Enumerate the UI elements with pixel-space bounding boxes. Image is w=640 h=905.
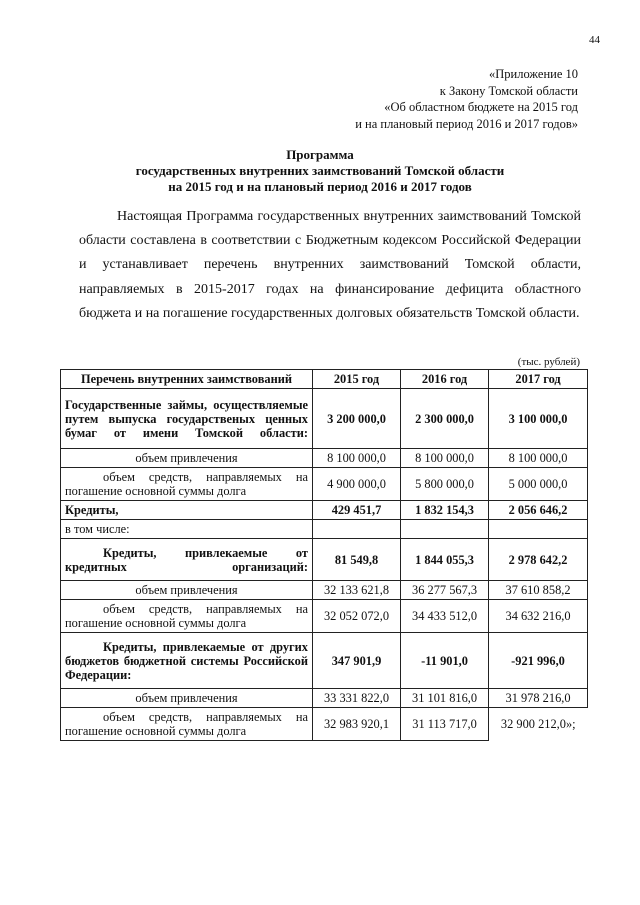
table-row [61, 520, 588, 539]
units-note: (тыс. рублей) [517, 356, 580, 368]
value-2016: -11 901,0 [401, 633, 489, 689]
value-2017: 34 632 216,0 [489, 600, 588, 633]
title-line: государственных внутренних заимствований Томской области [135, 163, 505, 178]
appendix-reference [355, 66, 578, 132]
table-row [61, 600, 588, 633]
row-label: объем привлечения [61, 581, 313, 600]
title-line: Программа [286, 147, 354, 162]
value-2015: 32 133 621,8 [313, 581, 401, 600]
value-2015: 32 983 920,1 [313, 708, 401, 741]
row-label: Государственные займы, осуществляемые путем выпуска государственых ценных бумаг от имени Томской области: [61, 389, 313, 449]
value-2017: 37 610 858,2 [489, 581, 588, 600]
document-title [0, 147, 640, 195]
value-2017: 3 100 000,0 [489, 389, 588, 449]
page-number: 44 [589, 34, 600, 46]
value-2016: 5 800 000,0 [401, 468, 489, 501]
value-2016: 8 100 000,0 [401, 449, 489, 468]
row-label: Кредиты, привлекаемые от кредитных организаций: [61, 539, 313, 581]
table-row [61, 501, 588, 520]
table-header-row [61, 370, 588, 389]
appendix-line: к Закону Томской области [439, 83, 578, 98]
value-2017: 5 000 000,0 [489, 468, 588, 501]
value-2017: 8 100 000,0 [489, 449, 588, 468]
table-row [61, 389, 588, 449]
table-row [61, 468, 588, 501]
appendix-line: «Приложение 10 [489, 67, 578, 81]
value-2016: 1 844 055,3 [401, 539, 489, 581]
row-label: объем средств, направляемых на погашение основной суммы долга [61, 468, 313, 501]
borrowing-table [60, 369, 588, 741]
value-2015: 429 451,7 [313, 501, 401, 520]
value-2017: 31 978 216,0 [489, 689, 588, 708]
header-cell-2016: 2016 год [401, 370, 489, 389]
table-row [61, 539, 588, 581]
empty-cell [401, 520, 489, 539]
row-label: объем средств, направляемых на погашение основной суммы долга [61, 600, 313, 633]
appendix-line: и на плановый период 2016 и 2017 годов» [355, 116, 578, 131]
title-line: на 2015 год и на плановый период 2016 и 2017 годов [168, 179, 472, 194]
table-row [61, 633, 588, 689]
appendix-line: «Об областном бюджете на 2015 год [384, 100, 578, 114]
row-label: объем средств, направляемых на погашение основной суммы долга [61, 708, 313, 741]
value-2015: 81 549,8 [313, 539, 401, 581]
row-label: объем привлечения [61, 449, 313, 468]
value-2015: 33 331 822,0 [313, 689, 401, 708]
table-row [61, 449, 588, 468]
value-2017: 2 978 642,2 [489, 539, 588, 581]
row-label: Кредиты, [61, 501, 313, 520]
table-row [61, 689, 588, 708]
value-2015: 4 900 000,0 [313, 468, 401, 501]
header-cell-2015: 2015 год [313, 370, 401, 389]
value-2017: -921 996,0 [489, 633, 588, 689]
intro-paragraph: Настоящая Программа государственных внутренних заимствований Томской области составлена в соответствии с Бюджетным кодексом Российской Федерации и устанавливает перечень внутренних заимствований Томской области, направляемых в 2015-2017 годах на финансирование дефицита областного бюджета и на погашение государственных долговых обязательств Томской области. [79, 209, 581, 321]
value-2016: 31 101 816,0 [401, 689, 489, 708]
value-2016: 2 300 000,0 [401, 389, 489, 449]
row-label: Кредиты, привлекаемые от других бюджетов бюджетной системы Российской Федерации: [61, 633, 313, 689]
table-row [61, 581, 588, 600]
value-2015: 8 100 000,0 [313, 449, 401, 468]
value-2017: 2 056 646,2 [489, 501, 588, 520]
row-label: в том числе: [61, 520, 313, 539]
empty-cell [489, 520, 588, 539]
value-2017: 32 900 212,0»; [489, 708, 588, 741]
header-cell-list: Перечень внутренних заимствований [61, 370, 313, 389]
value-2015: 32 052 072,0 [313, 600, 401, 633]
table-row [61, 708, 588, 741]
header-cell-2017: 2017 год [489, 370, 588, 389]
row-label: объем привлечения [61, 689, 313, 708]
value-2016: 1 832 154,3 [401, 501, 489, 520]
empty-cell [313, 520, 401, 539]
value-2015: 347 901,9 [313, 633, 401, 689]
value-2015: 3 200 000,0 [313, 389, 401, 449]
value-2016: 31 113 717,0 [401, 708, 489, 741]
value-2016: 36 277 567,3 [401, 581, 489, 600]
value-2016: 34 433 512,0 [401, 600, 489, 633]
